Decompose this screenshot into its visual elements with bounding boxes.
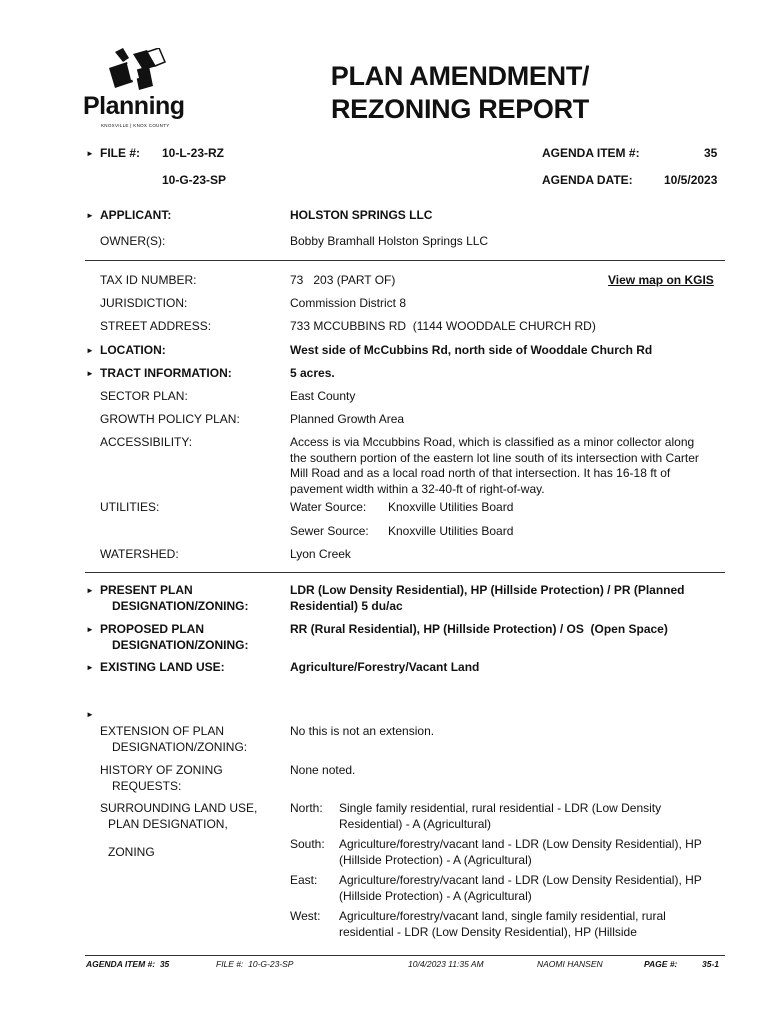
surrounding-description-line: Agriculture/forestry/vacant land - LDR (Low Density Residential), HP — [339, 873, 702, 887]
owner-value: Bobby Bramhall Holston Springs LLC — [290, 234, 489, 248]
footer-page-label: PAGE #: — [644, 959, 678, 969]
location-label: LOCATION: — [100, 343, 166, 357]
accessibility-value — [290, 435, 730, 497]
report-title-line1: PLAN AMENDMENT/ — [330, 61, 590, 91]
footer-file: FILE #: 10-G-23-SP — [216, 959, 294, 969]
watershed-label: WATERSHED: — [100, 547, 179, 561]
present-plan-label — [100, 583, 248, 614]
agenda-date-label: AGENDA DATE: — [542, 173, 633, 187]
growth-policy-label: GROWTH POLICY PLAN: — [100, 412, 240, 426]
accessibility-line: the southern portion of the eastern lot line south of its intersection with Carter — [290, 450, 699, 465]
bullet-arrow-icon: ► — [86, 369, 94, 378]
agenda-item-value: 35 — [704, 146, 718, 160]
surrounding-direction: North: — [290, 801, 323, 815]
footer-author: NAOMI HANSEN — [537, 959, 603, 969]
bullet-arrow-icon: ► — [86, 211, 94, 220]
applicant-label: APPLICANT: — [100, 208, 172, 222]
existing-land-use-value: Agriculture/Forestry/Vacant Land — [290, 660, 480, 674]
proposed-plan-label — [100, 622, 248, 653]
logo-subtitle: KNOXVILLE | KNOX COUNTY — [101, 123, 170, 128]
surrounding-label — [100, 801, 257, 832]
bullet-arrow-icon: ► — [86, 149, 94, 158]
owner-label: OWNER(S): — [100, 234, 166, 248]
tax-id-value: 73 203 (PART OF) — [290, 273, 396, 287]
surrounding-description — [339, 909, 666, 940]
tract-information-value: 5 acres. — [290, 366, 335, 380]
bullet-arrow-icon: ► — [86, 663, 94, 672]
jurisdiction-label: JURISDICTION: — [100, 296, 188, 310]
surrounding-description-line: Agriculture/forestry/vacant land - LDR (Low Density Residential), HP — [339, 837, 702, 851]
utilities-label: UTILITIES: — [100, 500, 160, 514]
existing-land-use-label: EXISTING LAND USE: — [100, 660, 225, 674]
proposed-plan-label-line: PROPOSED PLAN — [100, 622, 205, 636]
surrounding-zoning-label: ZONING — [108, 845, 155, 859]
surrounding-label-line: PLAN DESIGNATION, — [108, 816, 228, 831]
surrounding-direction: West: — [290, 909, 321, 923]
planning-logo-icon — [103, 48, 173, 94]
accessibility-line: Mill Road and as a local road north of that intersection. It has 16-18 ft of — [290, 466, 671, 480]
present-plan-label-line: DESIGNATION/ZONING: — [112, 598, 249, 613]
proposed-plan-value: RR (Rural Residential), HP (Hillside Protection) / OS (Open Space) — [290, 622, 668, 636]
divider — [85, 572, 725, 573]
history-label — [100, 763, 223, 794]
accessibility-line: pavement width within a 32-40-ft of right-of-way. — [290, 481, 545, 496]
surrounding-description-line: Single family residential, rural residential - LDR (Low Density — [339, 801, 662, 815]
surrounding-description — [339, 873, 702, 904]
surrounding-description-line: residential - LDR (Low Density Residential), HP (Hillside — [339, 924, 637, 939]
present-plan-label-line: PRESENT PLAN — [100, 583, 193, 597]
footer-page-value: 35-1 — [702, 959, 720, 969]
footer-datetime: 10/4/2023 11:35 AM — [408, 959, 484, 969]
growth-policy-value: Planned Growth Area — [290, 412, 405, 426]
sector-plan-value: East County — [290, 389, 356, 403]
report-title — [290, 60, 630, 126]
extension-value: No this is not an extension. — [290, 724, 435, 738]
present-plan-value-line: Residential) 5 du/ac — [290, 598, 403, 613]
agenda-date-value: 10/5/2023 — [664, 173, 718, 187]
water-source-label: Water Source: — [290, 500, 367, 514]
present-plan-value-line: LDR (Low Density Residential), HP (Hillside Protection) / PR (Planned — [290, 583, 685, 597]
footer-agenda-item: AGENDA ITEM #: 35 — [86, 959, 170, 969]
jurisdiction-value: Commission District 8 — [290, 296, 407, 310]
watershed-value: Lyon Creek — [290, 547, 351, 561]
bullet-arrow-icon: ► — [86, 625, 94, 634]
present-plan-value — [290, 583, 685, 614]
water-source-value: Knoxville Utilities Board — [388, 500, 514, 514]
planning-logo — [83, 48, 198, 132]
footer-divider — [85, 955, 725, 956]
report-title-line2: REZONING REPORT — [330, 94, 589, 124]
bullet-arrow-icon: ► — [86, 586, 94, 595]
history-value: None noted. — [290, 763, 356, 777]
surrounding-description — [339, 801, 661, 832]
extension-label — [100, 724, 247, 755]
accessibility-label: ACCESSIBILITY: — [100, 435, 193, 449]
surrounding-description — [339, 837, 702, 868]
surrounding-description-line: (Hillside Protection) - A (Agricultural) — [339, 852, 532, 867]
surrounding-description-line: (Hillside Protection) - A (Agricultural) — [339, 888, 532, 903]
extension-label-line: EXTENSION OF PLAN — [100, 724, 225, 738]
accessibility-line: Access is via Mccubbins Road, which is classified as a minor collector along — [290, 435, 695, 449]
history-label-line: HISTORY OF ZONING — [100, 763, 223, 777]
proposed-plan-label-line: DESIGNATION/ZONING: — [112, 637, 249, 652]
history-label-line: REQUESTS: — [112, 778, 182, 793]
logo-wordmark: Planning — [83, 92, 185, 120]
surrounding-direction: East: — [290, 873, 318, 887]
surrounding-description-line: Agriculture/forestry/vacant land, single family residential, rural — [339, 909, 666, 923]
extension-label-line: DESIGNATION/ZONING: — [112, 739, 248, 754]
agenda-item-label: AGENDA ITEM #: — [542, 146, 640, 160]
file-number-rz: 10-L-23-RZ — [162, 146, 225, 160]
bullet-arrow-icon: ► — [86, 346, 94, 355]
location-value: West side of McCubbins Rd, north side of Wooddale Church Rd — [290, 343, 653, 357]
tract-information-label: TRACT INFORMATION: — [100, 366, 232, 380]
file-label: FILE #: — [100, 146, 141, 160]
sewer-source-label: Sewer Source: — [290, 524, 369, 538]
sewer-source-value: Knoxville Utilities Board — [388, 524, 514, 538]
applicant-value: HOLSTON SPRINGS LLC — [290, 208, 433, 222]
street-address-value: 733 MCCUBBINS RD (1144 WOODDALE CHURCH RD) — [290, 319, 596, 333]
street-address-label: STREET ADDRESS: — [100, 319, 212, 333]
surrounding-label-line: SURROUNDING LAND USE, — [100, 801, 258, 815]
file-number-sp: 10-G-23-SP — [162, 173, 227, 187]
surrounding-description-line: Residential) - A (Agricultural) — [339, 816, 492, 831]
view-map-kgis-link[interactable]: View map on KGIS — [608, 273, 714, 287]
bullet-arrow-icon: ► — [86, 710, 94, 719]
divider — [85, 260, 725, 261]
surrounding-direction: South: — [290, 837, 325, 851]
tax-id-label: TAX ID NUMBER: — [100, 273, 197, 287]
sector-plan-label: SECTOR PLAN: — [100, 389, 188, 403]
